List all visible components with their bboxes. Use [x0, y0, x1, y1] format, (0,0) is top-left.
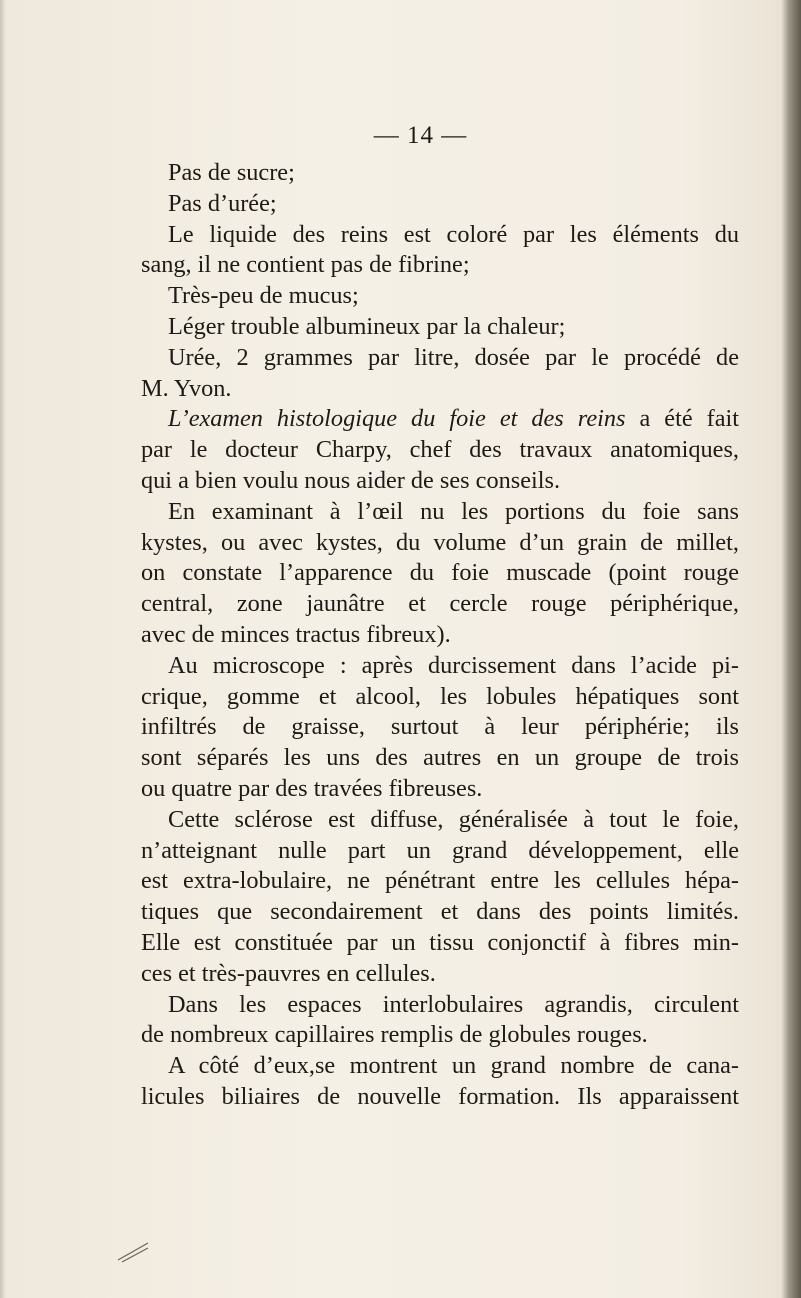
italic-title: L’examen histologique du foie et des reins	[168, 405, 626, 433]
text-line: A côté d’eux,se montrent un grand nombre de cana-	[168, 1052, 739, 1080]
text-line: crique, gomme et alcool, les lobules hépatiques sont	[141, 682, 739, 710]
text-line: sont séparés les uns des autres en un groupe de trois	[141, 744, 739, 772]
text-line: En examinant à l’œil nu les portions du foie sans	[168, 497, 739, 525]
text-line: Elle est constituée par un tissu conjonctif à fibres min-	[141, 928, 739, 956]
text-line-suffix: a été fait	[625, 405, 739, 433]
text-line: ces et très-pauvres en cellules.	[141, 959, 436, 987]
text-line: ou quatre par des travées fibreuses.	[141, 774, 483, 802]
body-text	[141, 158, 739, 1113]
text-line: avec de minces tractus fibreux).	[141, 620, 451, 648]
text-line: qui a bien voulu nous aider de ses conseils.	[141, 466, 561, 494]
page-number: — 14 —	[373, 122, 468, 149]
text-line: de nombreux capillaires remplis de globules rouges.	[141, 1021, 648, 1049]
text-line: par le docteur Charpy, chef des travaux anatomiques,	[141, 436, 739, 464]
text-line: on constate l’apparence du foie muscade (point rouge	[141, 559, 739, 587]
text-line	[141, 404, 739, 435]
text-line: Léger trouble albumineux par la chaleur;	[168, 312, 566, 340]
text-line: Au microscope : après durcissement dans l’acide pi-	[168, 651, 739, 679]
text-line: infiltrés de graisse, surtout à leur périphérie; ils	[141, 713, 739, 741]
text-line: n’atteignant nulle part un grand développement, elle	[141, 836, 739, 864]
pencil-mark-icon	[116, 1240, 150, 1264]
text-line: Cette sclérose est diffuse, généralisée à tout le foie,	[168, 805, 739, 833]
text-line: Pas d’urée;	[168, 189, 277, 217]
page-left-shadow	[0, 0, 6, 1298]
text-line: Le liquide des reins est coloré par les éléments du	[168, 220, 739, 248]
text-line: Très-peu de mucus;	[168, 282, 359, 310]
text-line: Urée, 2 grammes par litre, dosée par le procédé de	[168, 343, 739, 371]
text-line: M. Yvon.	[141, 374, 232, 402]
text-line: tiques que secondairement et dans des points limités.	[141, 898, 739, 926]
text-line: Pas de sucre;	[168, 159, 295, 186]
page-right-edge	[781, 0, 801, 1298]
text-line: licules biliaires de nouvelle formation. Ils apparaissent	[141, 1082, 739, 1110]
text-line: est extra-lobulaire, ne pénétrant entre les cellules hépa-	[141, 867, 739, 895]
text-line: kystes, ou avec kystes, du volume d’un grain de millet,	[141, 528, 739, 556]
text-line: sang, il ne contient pas de fibrine;	[141, 251, 470, 279]
text-line: Dans les espaces interlobulaires agrandis, circulent	[168, 990, 739, 1018]
text-line: central, zone jaunâtre et cercle rouge périphérique,	[141, 590, 739, 618]
